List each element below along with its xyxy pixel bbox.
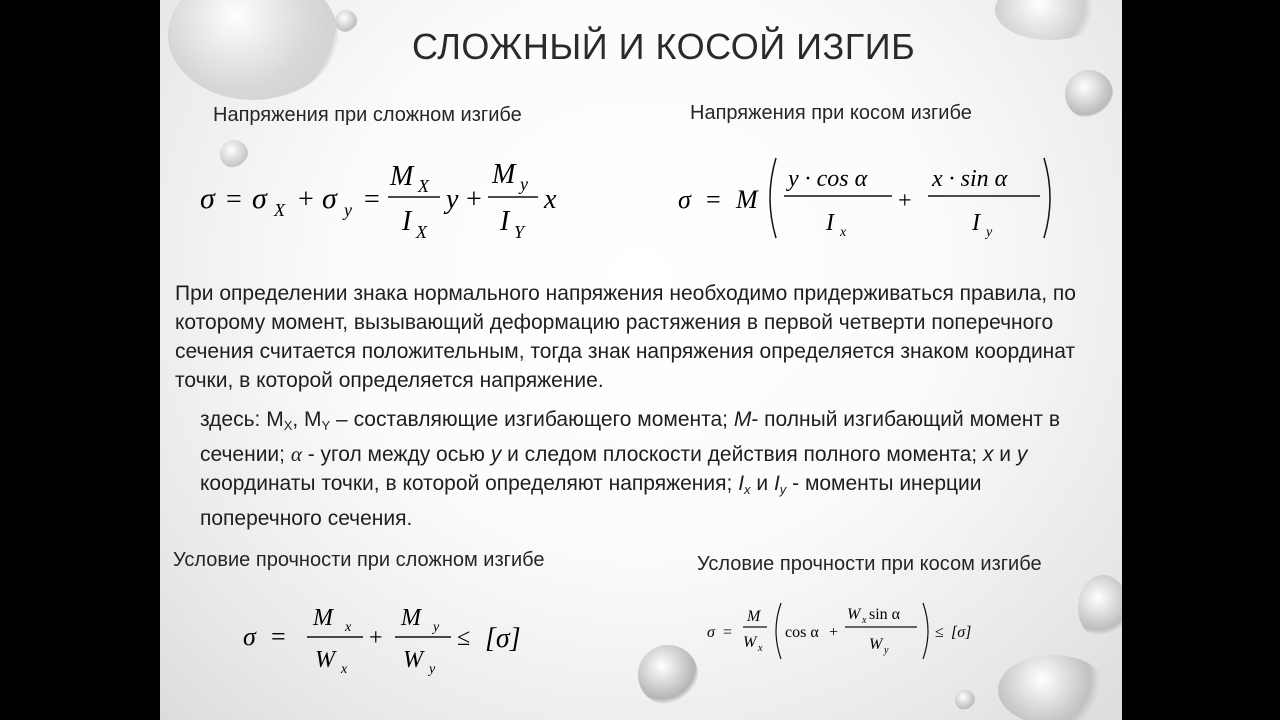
symbol-M: M — [733, 408, 752, 431]
text-run: и — [750, 472, 774, 495]
leq-sign: ≤ — [457, 625, 471, 651]
explanation-paragraph: При определении знака нормального напряжения необходимо придерживаться правила, по которому момент, вызывающий деформацию растяжения в первой четверти поперечного сечения считается положительным, тогда знак напряжения определяется знаком координат точки, в которой определяется напряжение. — [175, 282, 1076, 392]
subscript: X — [418, 176, 429, 196]
denominator-W: W — [869, 636, 883, 653]
denominator-I: I — [972, 210, 980, 236]
numerator-M: M — [492, 159, 516, 190]
text-run: - моменты инерции поперечного сечения. — [200, 472, 982, 530]
subscript: y — [344, 200, 352, 220]
subscript: x — [341, 662, 348, 677]
text-run: - угол между осью — [301, 443, 491, 466]
subscript: X — [283, 418, 293, 433]
text-run: - полный изгибающий момент в сечении; — [200, 408, 1061, 466]
plus-sign: + — [829, 624, 839, 641]
text-run: координаты точки, в которой определяют напряжения; — [200, 472, 739, 495]
water-drop-decoration — [1065, 70, 1113, 118]
water-drop-decoration — [995, 0, 1105, 40]
numerator-M: M — [390, 161, 414, 192]
sin-alpha: sin α — [869, 606, 901, 623]
symbol-y: y — [1016, 443, 1028, 466]
subscript: y — [520, 174, 528, 194]
water-drop-decoration — [955, 690, 975, 710]
denominator-W: W — [743, 634, 757, 651]
subscript: X — [274, 200, 285, 220]
text-run: – составляющие изгибающего момента; — [330, 408, 734, 431]
plus-sign: + — [466, 184, 482, 215]
variable-y: y — [446, 184, 459, 215]
subscript: X — [416, 222, 427, 242]
plus-sign: + — [898, 188, 912, 214]
water-drop-decoration — [638, 645, 698, 705]
plus-sign: + — [298, 184, 314, 215]
variable-x: x — [544, 184, 557, 215]
numerator-M: M — [313, 605, 333, 631]
subscript: Y — [321, 418, 331, 433]
allowable-stress: [σ] — [951, 624, 972, 641]
symbol-I: I — [773, 472, 780, 495]
sigma-symbol: σ — [252, 182, 267, 215]
subscript: y — [884, 645, 889, 656]
symbol-x: x — [982, 443, 994, 466]
formula-complex-bending-stress — [190, 150, 580, 245]
subscript: x — [345, 620, 352, 635]
slide-title: СЛОЖНЫЙ И КОСОЙ ИЗГИБ — [412, 26, 916, 67]
text-run: , M — [292, 408, 322, 431]
subscript: y — [986, 225, 993, 240]
allowable-stress: [σ] — [485, 623, 521, 654]
numerator-y-cos: y · cos α — [788, 166, 868, 192]
equals-sign: = — [364, 184, 380, 215]
right-paren — [923, 603, 928, 659]
text-run: здесь: M — [200, 408, 284, 431]
symbol-y: y — [490, 443, 502, 466]
sigma-symbol: σ — [200, 182, 215, 215]
equals-sign: = — [271, 622, 286, 651]
numerator-M: M — [747, 608, 761, 625]
water-drop-decoration — [998, 655, 1108, 720]
moment-M: M — [736, 185, 758, 214]
water-drop-decoration — [335, 10, 357, 32]
slide — [160, 0, 1122, 720]
water-drop-decoration — [168, 0, 338, 100]
left-paren — [776, 603, 781, 659]
formula-oblique-strength-condition — [705, 597, 995, 667]
denominator-I: I — [500, 206, 510, 237]
equals-sign: = — [723, 624, 733, 641]
subscript: x — [862, 615, 867, 626]
plus-sign: + — [369, 625, 383, 651]
denominator-I: I — [402, 206, 412, 237]
sigma-symbol: σ — [707, 624, 715, 641]
formula-complex-strength-condition — [235, 595, 545, 685]
subscript: y — [779, 482, 787, 497]
left-condition-heading: Условие прочности при сложном изгибе — [173, 549, 545, 571]
right-condition-heading: Условие прочности при косом изгибе — [697, 553, 1042, 575]
equals-sign: = — [706, 185, 721, 214]
sigma-symbol: σ — [322, 182, 337, 215]
cos-alpha: cos α — [785, 624, 819, 641]
sigma-symbol: σ — [678, 185, 691, 214]
subscript: y — [429, 662, 436, 677]
numerator-x-sin: x · sin α — [932, 166, 1008, 192]
sigma-symbol: σ — [243, 622, 256, 651]
text-run: и следом плоскости действия полного момента; — [501, 443, 983, 466]
right-paren — [1044, 158, 1050, 238]
text-run: и — [993, 443, 1017, 466]
denominator-W: W — [315, 647, 335, 673]
left-heading: Напряжения при сложном изгибе — [213, 104, 522, 126]
numerator-W: W — [847, 606, 861, 623]
equals-sign: = — [226, 184, 242, 215]
subscript: x — [840, 225, 847, 240]
leq-sign: ≤ — [935, 624, 944, 641]
symbol-I: I — [738, 472, 745, 495]
water-drop-decoration — [1078, 575, 1122, 640]
notation-paragraph — [200, 405, 1100, 533]
right-heading: Напряжения при косом изгибе — [690, 102, 972, 124]
subscript: Y — [514, 222, 525, 242]
subscript: x — [758, 643, 763, 654]
denominator-I: I — [826, 210, 834, 236]
numerator-M: M — [401, 605, 421, 631]
formula-oblique-bending-stress — [670, 152, 1060, 247]
left-paren — [770, 158, 776, 238]
subscript: y — [433, 620, 440, 635]
symbol-alpha: α — [290, 442, 302, 466]
subscript: x — [744, 482, 751, 497]
denominator-W: W — [403, 647, 423, 673]
